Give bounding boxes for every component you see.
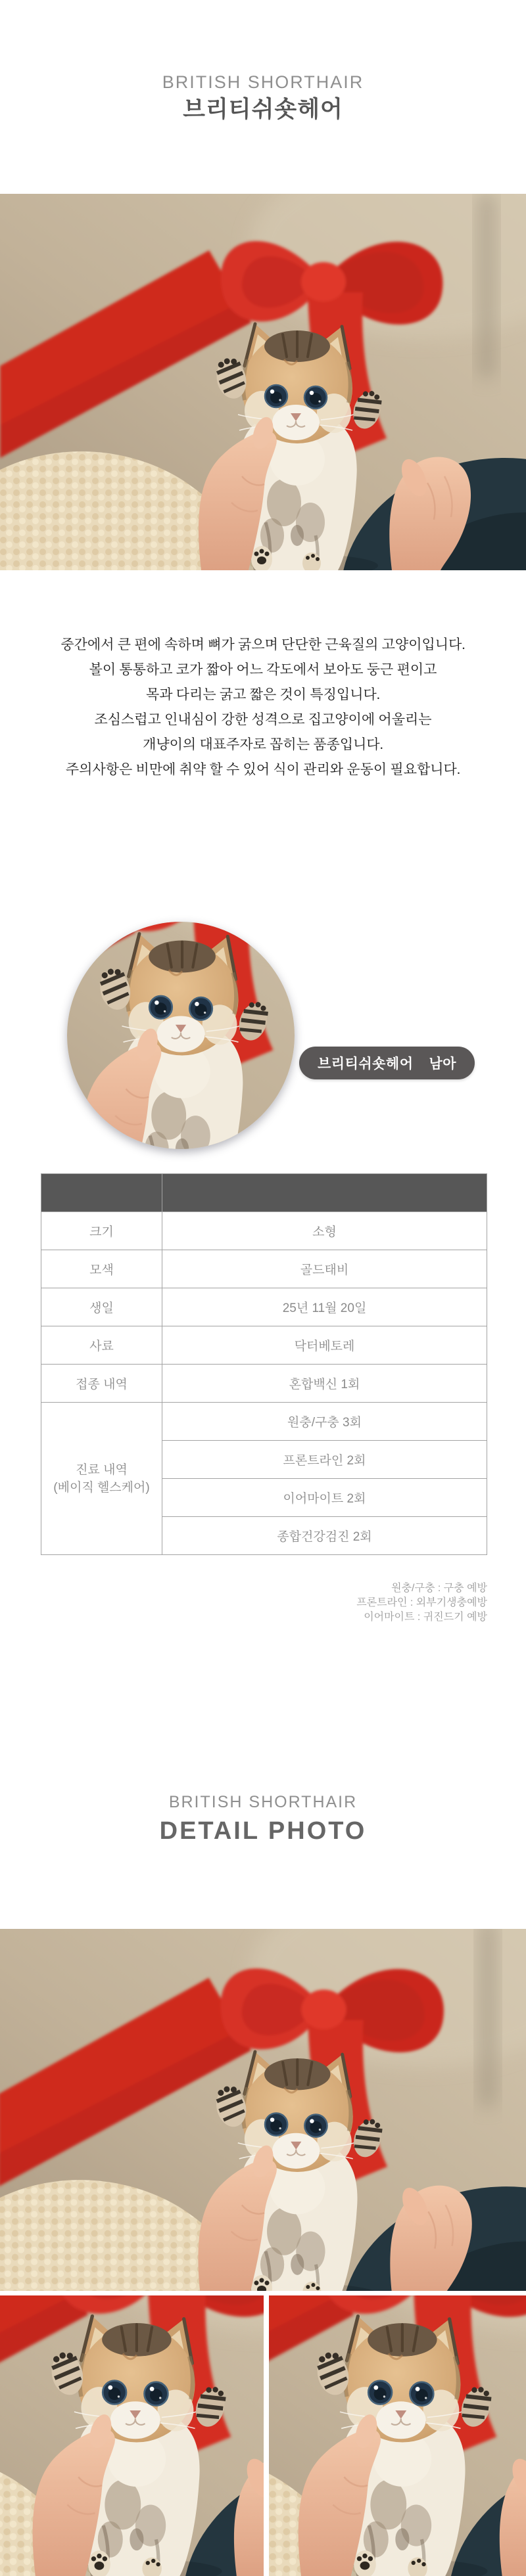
info-label-size: 크기 — [41, 1212, 162, 1250]
info-label-birthday: 생일 — [41, 1288, 162, 1326]
care-label-line1: 진료 내역 — [76, 1462, 128, 1477]
breed-sex-badge — [299, 1047, 475, 1079]
table-row-size — [41, 1212, 487, 1250]
detail-photo-thumb-1 — [0, 2295, 264, 2576]
info-value-birthday: 25년 11월 20일 — [162, 1288, 487, 1326]
detail-photo-header — [0, 1794, 526, 1843]
info-label-food: 사료 — [41, 1326, 162, 1365]
description-line: 볼이 통통하고 코가 짧아 어느 각도에서 보아도 둥근 편이고 — [89, 662, 437, 677]
table-row-vaccination — [41, 1365, 487, 1403]
detail-photo-thumb-2 — [269, 2295, 526, 2576]
care-footnotes — [41, 1581, 487, 1625]
hero-kitten-photo — [0, 194, 526, 570]
table-row-coat — [41, 1250, 487, 1288]
info-label-coat: 모색 — [41, 1250, 162, 1288]
footnote-line: 프론트라인 : 외부기생충예방 — [356, 1597, 487, 1608]
detail-title-en: BRITISH SHORTHAIR — [168, 1793, 358, 1811]
info-value-vaccination: 혼합백신 1회 — [162, 1365, 487, 1403]
breed-title-ko: 브리티쉬숏헤어 — [183, 97, 343, 122]
care-value-1: 원충/구충 3회 — [162, 1403, 487, 1441]
table-header-value-cell — [162, 1174, 487, 1212]
badge-sex-label: 남아 — [429, 1056, 457, 1072]
table-row-birthday — [41, 1288, 487, 1326]
table-row-food — [41, 1326, 487, 1365]
profile-section — [0, 922, 526, 1149]
pet-info-table — [41, 1173, 487, 1555]
care-value-3: 이어마이트 2회 — [162, 1479, 487, 1517]
table-header-row — [41, 1174, 487, 1212]
table-row-care-1 — [41, 1403, 487, 1441]
breed-header — [0, 0, 526, 121]
description-line: 목과 다리는 굵고 짧은 것이 특징입니다. — [145, 687, 381, 702]
care-history-label — [41, 1403, 162, 1555]
detail-kitten-photo — [0, 1929, 526, 2291]
footnote-line: 원충/구충 : 구충 예방 — [391, 1583, 487, 1594]
profile-photo — [67, 922, 295, 1149]
care-label-line2: (베이직 헬스케어) — [53, 1480, 150, 1495]
table-header-label-cell — [41, 1174, 162, 1212]
info-value-food: 닥터베토레 — [162, 1326, 487, 1365]
description-line: 조심스럽고 인내심이 강한 성격으로 집고양이에 어울리는 — [94, 712, 432, 727]
info-value-size: 소형 — [162, 1212, 487, 1250]
info-label-vaccination: 접종 내역 — [41, 1365, 162, 1403]
detail-photo-tiles — [0, 2295, 526, 2576]
breed-title-en: BRITISH SHORTHAIR — [162, 72, 364, 92]
description-line: 주의사항은 비만에 취약 할 수 있어 식이 관리와 운동이 필요합니다. — [65, 761, 461, 777]
info-value-coat: 골드태비 — [162, 1250, 487, 1288]
care-value-2: 프론트라인 2회 — [162, 1441, 487, 1479]
care-value-4: 종합건강검진 2회 — [162, 1517, 487, 1555]
footnote-line: 이어마이트 : 귀진드기 예방 — [364, 1612, 487, 1623]
breed-description — [0, 632, 526, 782]
description-line: 중간에서 큰 편에 속하며 뼈가 굵으며 단단한 근육질의 고양이입니다. — [60, 637, 466, 652]
detail-title-big: DETAIL PHOTO — [159, 1817, 367, 1845]
description-line: 개냥이의 대표주자로 꼽히는 품종입니다. — [143, 736, 383, 752]
badge-breed-label: 브리티쉬숏헤어 — [318, 1056, 414, 1072]
